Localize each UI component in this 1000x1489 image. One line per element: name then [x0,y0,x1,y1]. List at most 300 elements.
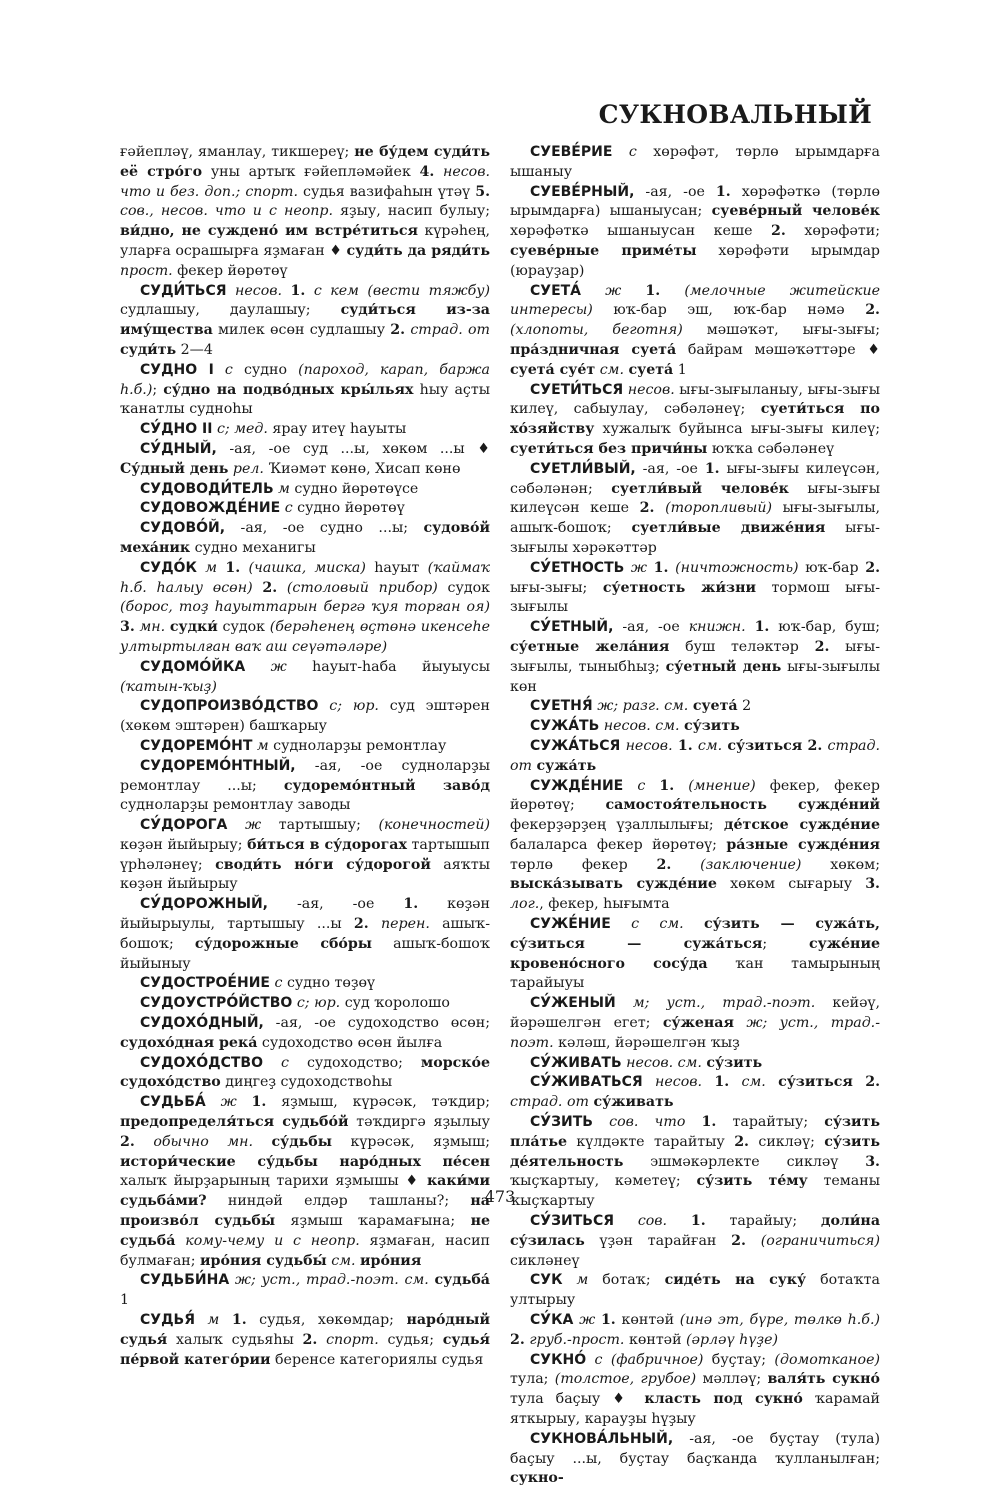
bold-phrase: 1. [403,896,419,913]
entry-text: мәлләү; [696,1371,768,1388]
entry-text [227,283,236,299]
italic-note: с кем (вести тяжбу) [313,282,491,299]
entry-text: ; [762,935,809,952]
entry-text: милек өсөн судлашыу [212,322,391,339]
entry-headword: СУЕТИ́ТЬСЯ [530,381,624,398]
entry-text: халыҡ йырҙарының тарихи яҙмышы ♦ [120,1173,427,1190]
entry-text [240,560,248,576]
italic-note: (ничтожность) [675,559,799,576]
entry-headword: СУ́ЗИТЬ [530,1114,593,1131]
entry-text: кейәү, йәрәшелгән егет; [510,995,880,1032]
italic-note: с [281,1054,289,1071]
italic-note: несов. см. [626,1054,702,1071]
dictionary-entry [510,697,880,717]
dictionary-entry [510,143,880,183]
italic-note: ж [605,282,622,299]
bold-phrase: доли́на су́зилась [510,1213,881,1249]
bold-phrase: 1. [690,1213,706,1230]
bold-phrase: су́зиться [778,1074,853,1091]
dictionary-entry [510,1311,880,1351]
entry-headword: СУДОРЕМО́НТ [140,737,253,754]
entry-text [214,362,225,378]
entry-text [277,580,287,596]
italic-note: (торопливый) [665,500,773,517]
entry-text [175,1233,185,1249]
dictionary-entry [510,1271,880,1311]
bold-phrase: сужа́ть [536,757,597,774]
entry-text: судья; [378,1331,443,1348]
entry-text [667,1213,691,1229]
italic-note: (чашка, миска) [248,559,366,576]
dictionary-entry [510,460,880,559]
bold-phrase: не бу́дем суди́ть её стро́го [120,144,490,180]
dictionary-entry [510,777,880,916]
bold-phrase: су́дно на подво́дных кры́льях [163,381,414,398]
entry-headword: СУДОУСТРО́ЙСТВО [140,995,293,1012]
entry-text: үҙән тарайған [584,1232,732,1249]
entry-headword: СУДЬЯ́ [140,1312,195,1329]
entry-headword: СУЖА́ТЬ [530,718,600,735]
entry-text [616,995,633,1011]
italic-note: лог. [510,896,540,913]
entry-text [602,1352,610,1368]
italic-note: (инә эт, бүре, төлкө һ.б.) [679,1312,881,1329]
entry-text: буш теләктәр [669,638,815,655]
entry-headword: СУ́ЗИТЬСЯ [530,1213,615,1230]
entry-text: судно йөрөтөүсе [289,480,419,497]
dictionary-entry [120,1271,490,1311]
bold-phrase: суеве́рные приме́ты [510,242,697,259]
entry-headword: СУДОСТРОЕ́НИЕ [140,975,270,992]
entry-text [317,1332,326,1348]
italic-note: (ограничиться) [760,1232,880,1249]
italic-note: с; юр. [296,995,341,1012]
italic-note: (столовый прибор) [286,579,438,596]
italic-note: (ҡатын-ҡыҙ) [120,678,217,695]
entry-headword: СУДОМО́ЙКА [140,658,246,675]
italic-note: ж [579,1312,596,1329]
entry-text: 2 [737,698,752,715]
entry-headword: СУ́ЖИВАТЬ [530,1054,622,1071]
bold-phrase: су́етность жи́зни [602,579,756,596]
entry-text: теманы ҡыҫҡартыу [510,1173,881,1210]
entry-text: судно [232,361,299,378]
entry-text: ығы-зығылы көн [510,658,880,695]
page-number: 473 [484,1187,516,1206]
dictionary-entry [120,559,490,658]
entry-headword: СУЖДЕ́НИЕ [530,777,624,794]
bold-phrase: судоремо́нтный заво́д [283,777,490,794]
entry-text: судно механигы [190,539,316,556]
entry-text: ғәйепләү, яманлау, тикшереү; [120,144,355,160]
bold-phrase: су́дьбы [271,1133,332,1150]
dictionary-entry [120,697,490,737]
bold-phrase: су́живать [593,1094,674,1111]
entry-text: судлашыу, даулашыу; [120,302,341,319]
entry-text: -ая, -ое суд ...ы, хөкөм ...ы ♦ [216,440,490,457]
italic-note: (мнение) [688,777,756,794]
bold-phrase: суетли́вые движе́ния [631,520,826,537]
entry-text [660,283,684,299]
bold-phrase: 1. [653,559,669,576]
bold-phrase: судки́ [169,619,218,636]
italic-note: с; мед. [216,421,268,438]
bold-phrase: на произво́л судьбы́ [120,1193,490,1230]
entry-text: күрәсәк, яҙмыш; [332,1133,490,1150]
dictionary-entry [120,480,490,500]
entry-text: яҙмыш, күрәсәк, тәҡдир; [266,1094,491,1111]
entry-text [729,1074,741,1090]
entry-headword: СУДИ́ТЬСЯ [140,282,227,299]
entry-headword: СУ́ДНО II [140,421,213,438]
entry-text: -ая, -ое буҫтау (тула) баҫыу ...ы, буҫтау баҫҡанда ҡулланылған; [510,1430,880,1467]
bold-phrase: судово́й меха́ник [120,520,490,556]
italic-note: с [284,500,293,517]
bold-phrase: ви́дно, не суждено́ им встре́титься [120,223,419,240]
bold-phrase: суета́ [692,698,738,715]
bold-phrase: судьба́ [434,1272,490,1289]
entry-text: тартышыу; [261,817,379,834]
entry-text: хөрәфәткә ышаныусан кеше [510,223,772,240]
bold-phrase: 2. [390,322,406,339]
entry-text: ашыҡ-бошоҡ йыйыныу [120,935,490,972]
italic-note: сов., несов. что и с неопр. [120,203,333,220]
entry-text: ботаҡта ултырыу [510,1272,880,1309]
dictionary-entry [120,1014,490,1054]
entry-text [734,1015,746,1031]
entry-text: ярау итеү һауыты [267,421,407,438]
entry-text: юҡ-бар, буш; [769,619,880,636]
entry-headword: СУЕТА́ [530,282,582,299]
dictionary-entry [120,994,490,1014]
entry-text: -ая, -ое [613,619,689,636]
italic-note: с [628,144,637,160]
entry-text: һауыт [365,559,428,576]
italic-note: кому-чему и с неопр. [185,1232,360,1249]
italic-note: с [594,1351,603,1368]
bold-phrase: выска́зывать сужде́ние [510,876,717,893]
entry-text: хужалыҡ буйынса ығы-зығы килеү; [594,421,880,438]
entry-headword: СУЖЕ́НИЕ [530,916,611,933]
entry-text: суд эштәрен (хөкөм эштәрен) башҡарыу [120,698,490,735]
dictionary-entry [510,1073,880,1113]
entry-text [624,560,631,576]
entry-text: ығы-зығы килеүсән кеше [510,480,880,517]
entry-headword: СУЕВЕ́РНЫЙ, [530,183,635,200]
bold-phrase: 2. [120,1133,135,1150]
entry-text: көҙән йыйырыу; [120,836,248,853]
entry-text: хөрәфәти; [785,223,880,240]
bold-phrase: 3. [865,876,880,893]
bold-phrase: 1. [645,282,661,299]
entry-text: ығы-зығылы, ашыҡ-бошоҡ; [510,500,880,537]
entry-text: судно йөрөтөү [292,500,405,517]
italic-note: м [278,480,290,497]
entry-text [237,1094,252,1110]
entry-text [563,1272,577,1288]
italic-note: (заключение) [700,856,802,873]
entry-continuation [120,143,490,282]
entry-headword: СУДОВОЖДЕ́НИЕ [140,500,281,517]
dictionary-entry [120,282,490,361]
dictionary-entry [510,1212,880,1271]
bold-phrase: су́зить [684,718,740,735]
entry-headword: СУКНОВА́ЛЬНЫЙ, [530,1430,674,1447]
entry-headword: СУЕТНЯ́ [530,698,593,715]
italic-note: рел. [232,460,264,477]
entry-headword: СУ́КА [530,1312,574,1329]
entry-text [195,1312,208,1328]
bold-phrase: де́тское сужде́ние [724,817,880,834]
entry-text: ҡан тамырының тарайыуы [510,955,880,992]
entry-text [581,283,605,299]
entry-text: халыҡ судьяһы [167,1331,303,1348]
entry-text [206,1094,221,1110]
entry-headword: СУДНО I [140,361,214,378]
bold-phrase: морско́е судохо́дство [120,1054,490,1091]
entry-text [853,1074,865,1090]
entry-text [318,698,329,714]
bold-phrase: 3. [120,619,135,636]
bold-phrase: су́женая [662,1015,734,1032]
entry-text: -ая, -ое судноларҙы ремонтлау ...ы; [120,757,490,794]
entry-headword: СУКНО́ [530,1351,587,1368]
bold-phrase: су́дорожные сбо́ры [194,935,373,952]
entry-text: ҡарамай яткырыу, карауҙы һүҙыу [510,1391,880,1427]
dictionary-entry [120,1311,490,1370]
entry-text: һыу аҫты ҡанатлы судноһы [120,381,490,418]
entry-text: көнтәй [615,1312,680,1329]
entry-text [643,1074,655,1090]
italic-note: с см. [631,916,684,933]
bold-phrase: 2. [302,1331,318,1348]
bold-phrase: су́зить [706,1054,763,1071]
italic-note: (борос, тоҙ һауыттарын бергә ҡуя торған оя) [120,599,490,616]
entry-text: судок [437,579,490,596]
italic-note: с [224,361,233,378]
entry-headword: СУЕВЕ́РИЕ [530,144,613,160]
italic-note: несов. [655,1074,703,1091]
bold-phrase: суди́ть да ряди́ть [346,242,490,259]
entry-headword: СУ́ЖИВАТЬСЯ [530,1074,643,1091]
italic-note: страд. от [510,1094,589,1111]
entry-text: диңгеҙ судоходствоһы [220,1074,393,1091]
entry-text: -ая, -ое судоходство өсөн; [263,1015,490,1032]
italic-note: (берәһенең өҫтөнә икенсеһе ултыртылған ваҡ аш сеүәтәләре) [120,619,491,655]
italic-note: страд. от [410,322,491,339]
page-header-guideword: СУКНОВАЛЬНЫЙ [598,100,872,129]
entry-text: эшмәкәрлекте сикләү [623,1153,866,1170]
entry-text: күлдәкте тарайтыу [567,1133,735,1150]
entry-headword: СУ́ЕТНОСТЬ [530,559,625,576]
dictionary-entry [120,1054,490,1094]
entry-text: хөрәфәткә (төрлө ырымдарға) ышаныусан; [510,183,880,220]
italic-note: несов. [235,282,283,299]
italic-note: (пароход, карап, баржа һ.б.) [120,361,490,398]
dictionary-entry [510,915,880,994]
entry-text: хөкөм; [801,856,880,873]
entry-text: тула баҫыу ♦ [510,1391,645,1408]
entry-text [702,1074,714,1090]
entry-text: ығы-зығы; [510,579,603,596]
dictionary-entry [510,737,880,777]
entry-text [219,1312,232,1328]
dictionary-entry [120,895,490,974]
entry-text: күрәһең, уларға осрашырға яҙмаған ♦ [120,223,490,259]
entry-text: юҡ-бар эш, юҡ-бар нәмә [592,302,866,319]
bold-phrase: ра́зные сужде́ния [726,836,880,853]
entry-text: -ая, -ое [634,183,716,200]
bold-phrase: су́зиться [727,737,803,754]
italic-note: (хлопоты, беготня) [510,322,683,339]
entry-text: балаларса фекер йөрөтөү; [510,836,727,853]
entry-text [685,1114,701,1130]
entry-text: 1 [120,1292,130,1309]
bold-phrase: 2. [734,1133,749,1150]
bold-phrase: Су́дный день [120,460,229,477]
entry-text: судноларҙы ремонтлау заводы [120,797,351,814]
italic-note: спорт. [326,1331,379,1348]
entry-text: -ая, -ое судно ...ы; [225,520,424,537]
bold-phrase: 2. [353,916,369,933]
bold-phrase: наро́дный судья́ [120,1312,491,1348]
dictionary-entry [120,658,490,698]
italic-note: с; юр. [329,698,379,715]
italic-note: м; уст., трад.-поэт. [632,995,816,1012]
entry-text: ығы-зығы килеүсән, сәбәләнән; [510,460,880,497]
entry-text [746,619,755,635]
right-column [510,143,880,1489]
bold-phrase: валя́ть сукно́ [767,1371,880,1388]
entry-text: судок [217,619,270,636]
entry-text: ығы-зығылы хәрәкәттәр [510,520,880,556]
entry-text: юҡ-бар [798,559,866,576]
entry-text [654,500,665,516]
entry-text: судоходство өсөн йылға [257,1034,443,1051]
entry-text: беренсе категориялы судья [270,1351,484,1368]
entry-text: тарайтыу; [716,1114,825,1131]
entry-text: кәләш, йәрәшелгән ҡыҙ [553,1034,740,1051]
bold-phrase: су́етный день [665,658,782,675]
bold-phrase: 4. [419,163,435,180]
italic-note: м [576,1272,589,1289]
bold-phrase: 2. [814,638,830,655]
entry-text: ниндәй елдәр ташланы?; [206,1193,471,1210]
entry-text: судно төҙөү [282,975,376,992]
italic-note: ж [244,817,262,834]
entry-headword: СУК [530,1272,563,1289]
entry-text: Ҡиәмәт көнө, Хисап көнө [263,460,461,477]
bold-phrase: 2. [731,1232,746,1249]
italic-note: с [274,975,283,992]
dictionary-entry [510,717,880,737]
bold-phrase: 1. [600,1312,616,1329]
entry-text: тәҡдиргә яҙылыу [348,1114,490,1131]
entry-text: тула; [510,1371,555,1388]
italic-note: см. [697,737,723,754]
entry-text: буҫтау; [703,1351,775,1368]
bold-phrase: 1. [225,559,241,576]
entry-text [746,1233,761,1249]
dictionary-entry [510,1430,880,1489]
italic-note: сов. что [609,1114,686,1131]
entry-headword: СУДОВОДИ́ТЕЛЬ [140,480,274,497]
entry-text: судья, хөкөмдар; [246,1312,407,1329]
entry-text: хөрәфәт, төрлө ырымдарға ышаныу [510,144,880,180]
bold-phrase: суди́ться из-за иму́щества [120,302,490,339]
entry-headword: СУ́ДОРОГА [140,817,228,834]
dictionary-entry [510,381,880,460]
italic-note: (домотканое) [774,1351,880,1368]
bold-phrase: иро́ния [360,1252,422,1269]
bold-phrase: су́зить — сужа́ть, су́зиться — сужа́ться [510,916,880,952]
italic-note: (толстое, грубое) [554,1371,697,1388]
entry-text: юҡҡа сәбәләнеү [707,440,835,457]
entry-text: ; [152,381,164,398]
entry-text [135,1134,154,1150]
entry-text: яҙмаған, насип булмаған; [120,1232,491,1269]
entry-headword: СУДОВО́Й, [140,520,226,537]
dictionary-entry [120,737,490,757]
bold-phrase: 2. [639,500,655,517]
entry-text: 1 [673,361,687,378]
bold-phrase: 1. [715,183,731,200]
bold-phrase: би́ться в су́дорогах [247,836,407,853]
bold-phrase: суета́ суе́т [510,361,596,378]
entry-text [611,916,631,932]
entry-headword: СУ́ЖЕНЫЙ [530,995,616,1012]
italic-note: мн. [139,619,166,636]
bold-phrase: каки́ми судьба́ми? [120,1173,490,1210]
bold-phrase: суетли́вый челове́к [611,480,789,497]
entry-text [245,659,270,675]
entry-text: һауыт-һаба йыуыусы [286,658,490,675]
italic-note: ж; разг. см. [597,698,689,715]
bold-phrase: судохо́дная река́ [120,1034,258,1051]
dictionary-entry [510,559,880,618]
entry-text [614,1213,638,1229]
bold-phrase: суже́ние кровено́сного сосу́да [510,935,880,972]
entry-text: судноларҙы ремонтлау [268,737,447,754]
entry-text: көҙән йыйырыулы, тартышыу ...ы [120,896,490,933]
italic-note: ж; уст., трад.-поэт. см. [234,1272,429,1289]
entry-text [593,1114,609,1130]
dictionary-entry [120,1093,490,1271]
bold-phrase: судья́ пе́рвой катего́рии [120,1331,490,1368]
entry-text [305,283,314,299]
entry-text: судья вазифаһын үтәү [298,183,476,200]
bold-phrase: истори́ческие су́дьбы наро́дных пе́сен [120,1153,490,1170]
entry-text [645,778,659,794]
dictionary-entry [120,974,490,994]
italic-note: обычно мн. [153,1133,253,1150]
bold-phrase: су́зить де́ятельность [510,1133,880,1170]
entry-text [674,778,688,794]
bold-phrase: 1. [290,282,306,299]
bold-phrase: 3. [865,1153,880,1170]
dictionary-entry [120,420,490,440]
entry-text [766,1074,778,1090]
bold-phrase: 2. [865,1074,881,1091]
dictionary-entry [120,440,490,480]
dictionary-entry [120,757,490,816]
italic-note: ж [220,1094,237,1111]
entry-text: хөкөм сығарыу [716,876,866,893]
italic-note: (ҡаймаҡ һ.б. һалыу өсөн) [120,559,490,596]
bold-phrase: 1. [701,1114,717,1131]
entry-text [227,817,245,833]
entry-headword: СУДО́К [140,559,197,576]
